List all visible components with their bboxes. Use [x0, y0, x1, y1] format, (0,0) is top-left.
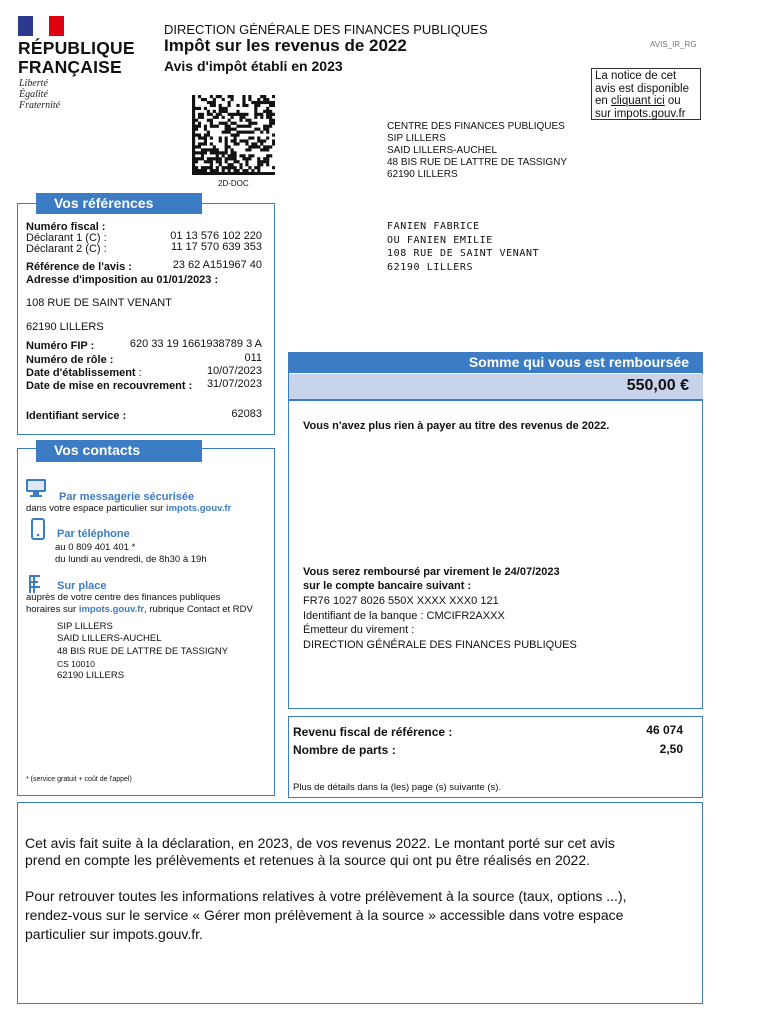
refund-panel: [288, 352, 703, 709]
role-label: Numéro de rôle :: [26, 354, 114, 366]
center-address-line: SIP LILLERS: [387, 133, 446, 144]
service-value: 62083: [231, 408, 262, 420]
center-address-line: CENTRE DES FINANCES PUBLIQUES: [387, 121, 565, 132]
etablissement-colon: :: [135, 367, 142, 379]
info-para1-line1: Cet avis fait suite à la déclaration, en 2023, de vos revenus 2022. Le montant porté sur cet avis: [25, 835, 615, 851]
emitter: DIRECTION GÉNÉRALE DES FINANCES PUBLIQUES: [303, 639, 577, 651]
motto-fraternite: Fraternité: [19, 100, 61, 111]
iban: FR76 1027 8026 550X XXXX XXX0 121: [303, 595, 499, 607]
contact-address-line: SIP LILLERS: [57, 621, 113, 632]
nothing-to-pay: Vous n'avez plus rien à payer au titre des revenus de 2022.: [303, 420, 610, 432]
details-note: Plus de détails dans la (les) page (s) suivante (s).: [293, 782, 502, 793]
etablissement-value: 10/07/2023: [206, 365, 262, 377]
sur-place-line1: auprès de votre centre des finances publiques: [26, 592, 221, 603]
notice-link[interactable]: cliquant ici: [611, 95, 665, 107]
page-title: Impôt sur les revenus de 2022: [164, 36, 407, 55]
refund-separator: [289, 399, 703, 401]
numero-fiscal-label: Numéro fiscal :: [26, 221, 106, 233]
logo-name-line2: FRANÇAISE: [18, 57, 122, 77]
telephone-hours: du lundi au vendredi, de 8h30 à 19h: [55, 554, 207, 565]
center-address: [387, 121, 567, 181]
notice-line4: sur impots.gouv.fr: [595, 107, 686, 120]
logo-motto: [19, 78, 60, 111]
phone-icon: [30, 518, 46, 540]
sur-place-title: Sur place: [57, 580, 107, 592]
messagerie-link[interactable]: impots.gouv.fr: [165, 503, 232, 514]
center-address-line: 48 BIS RUE DE LATTRE DE TASSIGNY: [387, 157, 568, 168]
recipient-line: 62190 LILLERS: [387, 261, 474, 273]
refund-amount: 550,00 €: [289, 374, 703, 399]
info-para2-line3: particulier sur impots.gouv.fr.: [25, 926, 203, 942]
declarant2-label: Déclarant 2 (C) :: [26, 243, 107, 255]
etablissement-label: [26, 367, 142, 379]
parts-value: 2,50: [659, 742, 683, 756]
contact-address-line: 62190 LILLERS: [57, 670, 125, 681]
contact-address-line: 48 BIS RUE DE LATTRE DE TASSIGNY: [57, 646, 229, 657]
motto-liberte: Liberté: [19, 78, 48, 89]
recipient-address: [387, 220, 539, 274]
recipient-line: OU FANIEN EMILIE: [387, 234, 493, 246]
notice-box: [591, 68, 701, 120]
telephone-number: au 0 809 401 401 *: [55, 542, 136, 553]
messagerie-title: Par messagerie sécurisée: [59, 491, 195, 503]
logo-name-line1: RÉPUBLIQUE: [18, 38, 135, 58]
notice-line3: [595, 95, 697, 108]
recouvrement-value: 31/07/2023: [206, 378, 262, 390]
declarant1-label: Déclarant 1 (C) :: [26, 232, 107, 244]
notice-line1: La notice de cet: [595, 70, 677, 82]
telephone-title: Par téléphone: [57, 528, 130, 540]
etablissement-label-text: Date d'établissement: [26, 367, 136, 379]
recouvrement-label: Date de mise en recouvrement :: [26, 380, 193, 392]
rfr-value: 46 074: [646, 723, 683, 737]
fip-label: Numéro FIP :: [26, 340, 95, 352]
messagerie-text-pre: dans votre espace particulier sur: [26, 503, 166, 514]
contact-address-line: CS 10010: [57, 659, 95, 669]
references-tab: Vos références: [36, 193, 202, 214]
computer-icon: [24, 478, 48, 498]
transfer-line1: Vous serez remboursé par virement le 24/07/2023: [303, 566, 560, 578]
notice-line3-post: ou: [664, 95, 681, 107]
sur-place-line2: [26, 604, 253, 616]
qr-label: 2D-DOC: [218, 179, 249, 188]
page-subtitle: Avis d'impôt établi en 2023: [164, 58, 343, 74]
parts-label: Nombre de parts :: [293, 743, 396, 757]
sur-place-line2-post: , rubrique Contact et RDV: [144, 604, 253, 615]
marianne-logo-icon: [18, 16, 64, 36]
bank-id: Identifiant de la banque : CMCIFR2AXXX: [303, 610, 505, 622]
center-address-line: 62190 LILLERS: [387, 169, 458, 180]
logo-name: [18, 39, 135, 77]
contacts-tab: Vos contacts: [36, 440, 202, 462]
sur-place-line2-pre: horaires sur: [26, 604, 79, 615]
declarant2-value: 11 17 570 639 353: [171, 241, 262, 253]
emitter-label: Émetteur du virement :: [303, 624, 415, 636]
notice-line3-pre: en: [595, 95, 611, 107]
header-direction: DIRECTION GÉNÉRALE DES FINANCES PUBLIQUES: [164, 22, 488, 37]
notice-line2: avis est disponible: [595, 82, 689, 95]
adresse-imposition-label: Adresse d'imposition au 01/01/2023 :: [26, 274, 219, 286]
ref-avis-value: 23 62 A151967 40: [172, 259, 262, 271]
document-code: AVIS_IR_RG: [650, 40, 697, 49]
declarant1-value: 01 13 576 102 220: [170, 230, 262, 242]
info-para1-line2: prend en compte les prélèvements et retenues à la source qui ont pu être réalisés en 2022.: [25, 852, 591, 868]
fip-value: 620 33 19 1661938789 3 A: [129, 338, 262, 350]
ref-avis-label: Référence de l'avis :: [26, 261, 132, 273]
motto-egalite: Égalité: [19, 89, 48, 100]
building-icon: [27, 574, 43, 594]
recipient-line: FANIEN FABRICE: [387, 221, 480, 232]
refund-heading: Somme qui vous est remboursée: [289, 352, 703, 373]
rfr-label: Revenu fiscal de référence :: [293, 725, 453, 739]
contact-address-line: SAID LILLERS-AUCHEL: [57, 633, 162, 644]
adresse-line2: 62190 LILLERS: [26, 321, 104, 333]
messagerie-text: [26, 503, 231, 515]
recipient-line: 108 RUE DE SAINT VENANT: [387, 248, 540, 259]
service-label: Identifiant service :: [26, 410, 127, 422]
role-value: 011: [244, 352, 262, 364]
info-para2-line2: rendez-vous sur le service « Gérer mon prélèvement à la source » accessible dans votre espace: [25, 907, 624, 923]
transfer-line2: sur le compte bancaire suivant :: [303, 580, 472, 592]
contact-footnote: * (service gratuit + coût de l'appel): [26, 776, 132, 783]
adresse-line1: 108 RUE DE SAINT VENANT: [26, 297, 172, 309]
info-para2-line1: Pour retrouver toutes les informations relatives à votre prélèvement à la source (taux, options ...),: [25, 888, 627, 904]
center-address-line: SAID LILLERS-AUCHEL: [387, 145, 498, 156]
qr-code-icon: [192, 95, 275, 175]
sur-place-link[interactable]: impots.gouv.fr: [78, 604, 145, 615]
